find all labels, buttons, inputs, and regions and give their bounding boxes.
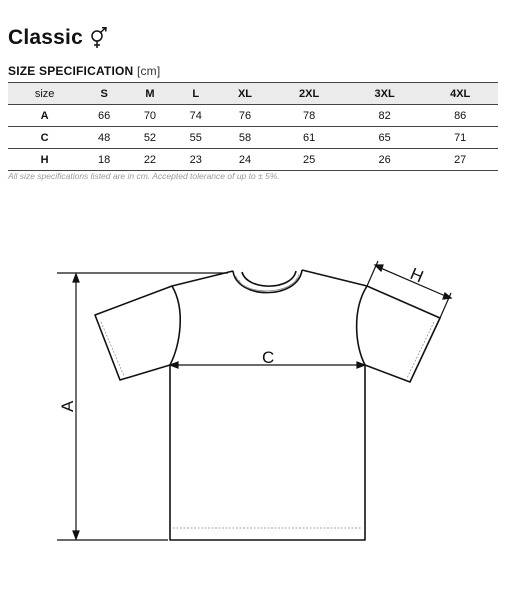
table-cell: 24 [219,149,272,171]
column-header-3xl: 3XL [347,83,423,105]
column-header-2xl: 2XL [271,83,347,105]
table-cell: 82 [347,105,423,127]
table-cell: 74 [173,105,219,127]
table-cell: 22 [127,149,173,171]
column-header-size: size [8,83,81,105]
table-cell: 58 [219,127,272,149]
table-cell: 61 [271,127,347,149]
row-label: H [8,149,81,171]
table-cell: 25 [271,149,347,171]
table-cell: 55 [173,127,219,149]
column-header-m: M [127,83,173,105]
row-label: C [8,127,81,149]
table-cell: 86 [422,105,498,127]
table-cell: 48 [81,127,127,149]
dimension-label-h: H [407,264,427,287]
column-header-l: L [173,83,219,105]
table-cell: 70 [127,105,173,127]
column-header-4xl: 4XL [422,83,498,105]
table-cell: 52 [127,127,173,149]
dimension-label-c: C [262,348,275,367]
table-cell: 65 [347,127,423,149]
table-cell: 78 [271,105,347,127]
table-cell: 18 [81,149,127,171]
table-cell: 76 [219,105,272,127]
table-cell: 71 [422,127,498,149]
tolerance-note: All size specifications listed are in cm. Accepted tolerance of up to ± 5%. [8,171,280,181]
table-cell: 23 [173,149,219,171]
product-title: Classic [8,26,83,49]
dimension-label-a: A [58,400,77,412]
size-spec-title: SIZE SPECIFICATION [8,64,134,78]
column-header-s: S [81,83,127,105]
tshirt-outline [95,270,440,540]
table-cell: 66 [81,105,127,127]
column-header-xl: XL [219,83,272,105]
length-dimension [57,273,228,540]
table-cell: 26 [347,149,423,171]
table-cell: 27 [422,149,498,171]
row-label: A [8,105,81,127]
sleeve-dimension [367,261,451,318]
size-spec-unit: [cm] [136,64,161,78]
